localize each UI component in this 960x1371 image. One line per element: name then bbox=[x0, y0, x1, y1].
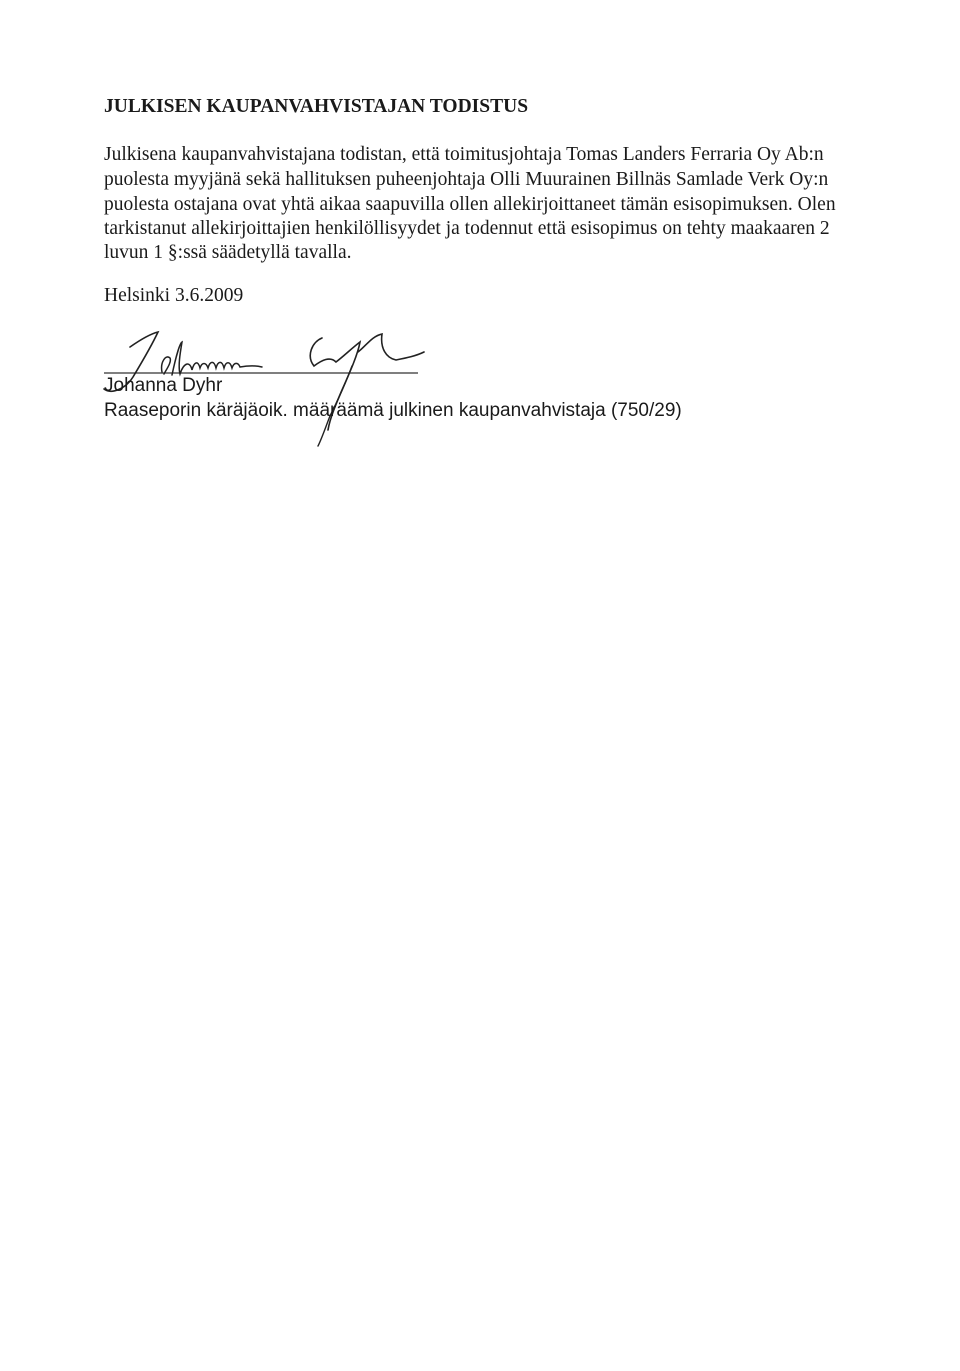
document-title: JULKISEN KAUPANVAHVISTAJAN TODISTUS bbox=[104, 96, 529, 117]
body-line-1: Julkisena kaupanvahvistajana todistan, että toimitusjohtaja Tomas Landers Ferraria Oy Ab:n bbox=[104, 144, 824, 165]
body-line-4: tarkistanut allekirjoittajien henkilöllisyydet ja todennut että esisopimus on tehty maakaaren 2 bbox=[104, 218, 830, 239]
place-and-date: Helsinki 3.6.2009 bbox=[104, 285, 244, 306]
signer-name: Johanna Dyhr bbox=[104, 375, 223, 396]
signer-title: Raaseporin käräjäoik. määräämä julkinen kaupanvahvistaja (750/29) bbox=[104, 400, 682, 421]
body-line-3: puolesta ostajana ovat yhtä aikaa saapuvilla ollen allekirjoittaneet tämän esisopimuksen. Olen bbox=[104, 194, 836, 215]
signature-stroke-name bbox=[162, 342, 262, 375]
body-line-5: luvun 1 §:ssä säädetyllä tavalla. bbox=[104, 242, 352, 263]
body-line-2: puolesta myyjänä sekä hallituksen puheenjohtaja Olli Muurainen Billnäs Samlade Verk Oy:n bbox=[104, 169, 829, 190]
